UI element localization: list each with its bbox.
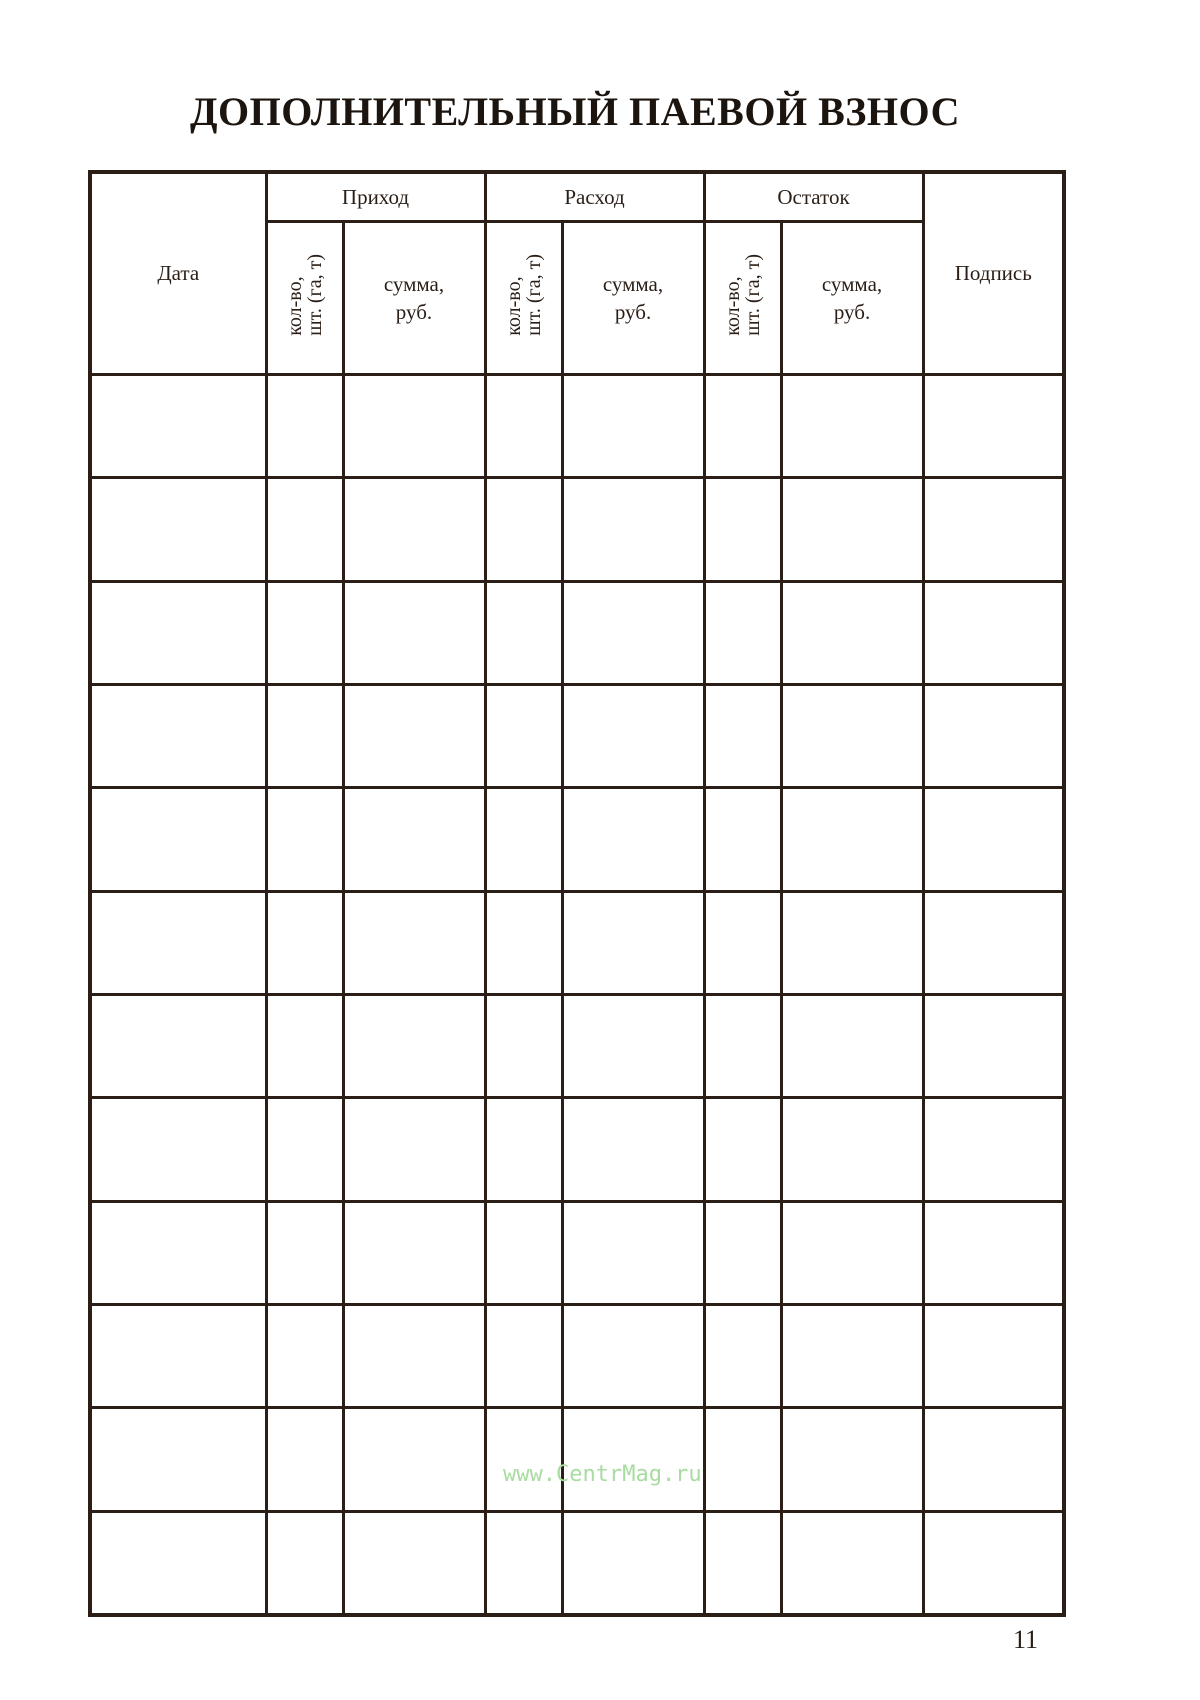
table-row — [90, 1201, 1064, 1304]
income-qty-cell — [266, 581, 343, 684]
expense-qty-header — [485, 222, 562, 375]
table-row — [90, 788, 1064, 891]
expense-sum-header — [562, 222, 704, 375]
income-sum-cell — [343, 684, 485, 787]
income-qty-cell — [266, 375, 343, 478]
date-cell — [90, 1098, 266, 1201]
date-cell — [90, 788, 266, 891]
signature-cell — [923, 1511, 1064, 1615]
balance-qty-label: кол-во, шт. (га, т) — [721, 254, 764, 336]
balance-qty-cell — [704, 1511, 781, 1615]
date-cell — [90, 478, 266, 581]
expense-sum-cell — [562, 1511, 704, 1615]
table-row — [90, 478, 1064, 581]
date-cell — [90, 375, 266, 478]
date-cell — [90, 994, 266, 1097]
income-qty-cell — [266, 788, 343, 891]
watermark: www.CentrMag.ru — [503, 1462, 702, 1487]
income-qty-label: кол-во, шт. (га, т) — [283, 254, 326, 336]
balance-sum-cell — [781, 1201, 923, 1304]
balance-qty-cell — [704, 478, 781, 581]
expense-qty-label: кол-во, шт. (га, т) — [502, 254, 545, 336]
date-cell — [90, 1511, 266, 1615]
income-qty-cell — [266, 1511, 343, 1615]
income-sum-label: сумма, руб. — [383, 272, 445, 324]
signature-header: Подпись — [923, 172, 1064, 375]
income-sum-cell — [343, 891, 485, 994]
expense-header: Расход — [485, 172, 704, 222]
signature-cell — [923, 891, 1064, 994]
ledger-body — [90, 375, 1064, 1616]
signature-cell — [923, 1304, 1064, 1407]
balance-qty-cell — [704, 1098, 781, 1201]
balance-qty-header — [704, 222, 781, 375]
expense-qty-cell — [485, 1408, 562, 1511]
expense-sum-cell — [562, 375, 704, 478]
balance-qty-cell — [704, 788, 781, 891]
balance-sum-cell — [781, 375, 923, 478]
income-qty-cell — [266, 684, 343, 787]
income-sum-cell — [343, 1098, 485, 1201]
expense-sum-cell — [562, 788, 704, 891]
signature-cell — [923, 581, 1064, 684]
table-row — [90, 1098, 1064, 1201]
page-title: ДОПОЛНИТЕЛЬНЫЙ ПАЕВОЙ ВЗНОС — [190, 89, 960, 134]
expense-sum-cell — [562, 1201, 704, 1304]
expense-qty-cell — [485, 788, 562, 891]
income-sum-cell — [343, 1511, 485, 1615]
balance-sum-cell — [781, 684, 923, 787]
balance-sum-cell — [781, 581, 923, 684]
balance-sum-cell — [781, 788, 923, 891]
income-qty-cell — [266, 1408, 343, 1511]
income-qty-cell — [266, 1304, 343, 1407]
date-header: Дата — [90, 172, 266, 375]
signature-cell — [923, 375, 1064, 478]
signature-cell — [923, 478, 1064, 581]
balance-sum-cell — [781, 1098, 923, 1201]
expense-qty-cell — [485, 891, 562, 994]
balance-sum-header — [781, 222, 923, 375]
income-sum-cell — [343, 994, 485, 1097]
signature-cell — [923, 1201, 1064, 1304]
balance-sum-cell — [781, 1304, 923, 1407]
signature-cell — [923, 1408, 1064, 1511]
balance-header: Остаток — [704, 172, 923, 222]
balance-qty-cell — [704, 375, 781, 478]
income-qty-cell — [266, 1098, 343, 1201]
page-number: 11 — [1012, 1625, 1038, 1654]
table-row — [90, 891, 1064, 994]
expense-qty-cell — [485, 478, 562, 581]
signature-cell — [923, 1098, 1064, 1201]
date-cell — [90, 1201, 266, 1304]
expense-sum-label: сумма, руб. — [602, 272, 664, 324]
date-cell — [90, 1304, 266, 1407]
income-qty-cell — [266, 994, 343, 1097]
expense-sum-cell — [562, 994, 704, 1097]
table-row — [90, 581, 1064, 684]
table-row — [90, 375, 1064, 478]
signature-cell — [923, 684, 1064, 787]
expense-qty-cell — [485, 581, 562, 684]
expense-qty-cell — [485, 1304, 562, 1407]
balance-sum-cell — [781, 1511, 923, 1615]
balance-qty-cell — [704, 1201, 781, 1304]
expense-qty-cell — [485, 375, 562, 478]
balance-qty-cell — [704, 891, 781, 994]
expense-sum-cell — [562, 1408, 704, 1511]
signature-cell — [923, 788, 1064, 891]
expense-qty-cell — [485, 1098, 562, 1201]
balance-qty-cell — [704, 1408, 781, 1511]
expense-sum-cell — [562, 1304, 704, 1407]
income-sum-cell — [343, 1304, 485, 1407]
balance-qty-cell — [704, 1304, 781, 1407]
expense-sum-cell — [562, 684, 704, 787]
income-sum-cell — [343, 581, 485, 684]
balance-qty-cell — [704, 994, 781, 1097]
income-header: Приход — [266, 172, 485, 222]
balance-sum-cell — [781, 478, 923, 581]
table-row — [90, 1511, 1064, 1615]
date-cell — [90, 891, 266, 994]
balance-sum-cell — [781, 994, 923, 1097]
income-sum-cell — [343, 375, 485, 478]
balance-sum-cell — [781, 1408, 923, 1511]
income-sum-cell — [343, 1201, 485, 1304]
table-row — [90, 1408, 1064, 1511]
income-qty-cell — [266, 1201, 343, 1304]
date-cell — [90, 1408, 266, 1511]
balance-qty-cell — [704, 581, 781, 684]
balance-sum-cell — [781, 891, 923, 994]
balance-sum-label: сумма, руб. — [821, 272, 883, 324]
income-sum-cell — [343, 788, 485, 891]
income-sum-header — [343, 222, 485, 375]
income-sum-cell — [343, 478, 485, 581]
expense-qty-cell — [485, 1511, 562, 1615]
income-qty-header — [266, 222, 343, 375]
expense-sum-cell — [562, 1098, 704, 1201]
signature-cell — [923, 994, 1064, 1097]
income-sum-cell — [343, 1408, 485, 1511]
date-cell — [90, 581, 266, 684]
income-qty-cell — [266, 891, 343, 994]
balance-qty-cell — [704, 684, 781, 787]
expense-sum-cell — [562, 478, 704, 581]
expense-qty-cell — [485, 994, 562, 1097]
table-row — [90, 1304, 1064, 1407]
table-row — [90, 684, 1064, 787]
expense-qty-cell — [485, 684, 562, 787]
date-cell — [90, 684, 266, 787]
income-qty-cell — [266, 478, 343, 581]
expense-qty-cell — [485, 1201, 562, 1304]
expense-sum-cell — [562, 581, 704, 684]
expense-sum-cell — [562, 891, 704, 994]
ledger-table — [88, 170, 1066, 1617]
table-row — [90, 994, 1064, 1097]
